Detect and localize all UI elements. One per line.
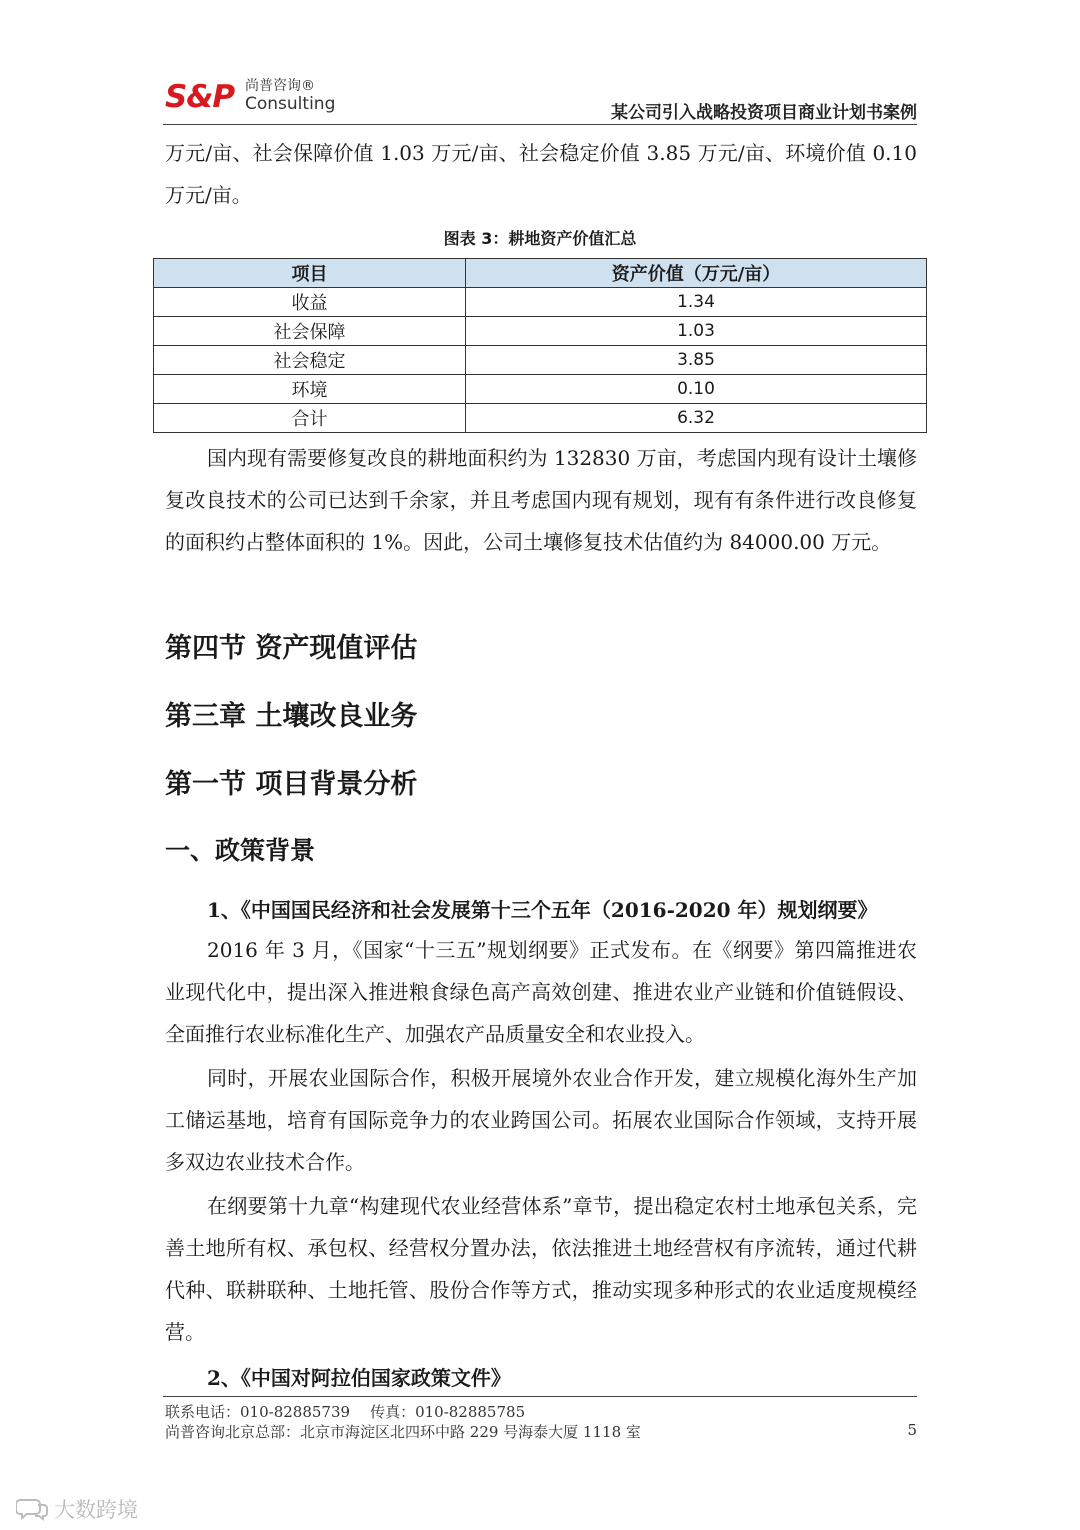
paragraph-chapter-19: 在纲要第十九章“构建现代农业经营体系”章节，提出稳定农村土地承包关系，完善土地所有权、承包权、经营权分置办法，依法推进土地经营权有序流转，通过代耕代种、联耕联种、土地托管、股份合作等方式，推动实现多种形式的农业适度规模经营。: [165, 1194, 917, 1344]
footer-contact: [165, 1401, 545, 1422]
table-header-item: 项目: [154, 259, 466, 288]
table-cell-item: 环境: [154, 375, 466, 404]
chat-bubble-icon: [16, 1496, 50, 1522]
chapter-3-heading: 第三章 土壤改良业务: [165, 701, 418, 732]
footer-address: 尚普咨询北京总部：北京市海淀区北四环中路 229 号海泰大厦 1118 室: [165, 1423, 641, 1441]
logo-chinese-name: 尚普咨询®: [245, 78, 315, 94]
asset-value-table: [153, 258, 927, 433]
table-cell-item: 收益: [154, 288, 466, 317]
logo-english-name: Consulting: [245, 94, 336, 114]
header-divider: [163, 124, 917, 125]
table-row: [154, 404, 927, 433]
footer-phone: 联系电话：010-82885739: [165, 1403, 351, 1421]
footer-fax: 传真：010-82885785: [370, 1403, 526, 1421]
section-4-heading: 第四节 资产现值评估: [165, 633, 418, 664]
paragraph-international-cooperation: 同时，开展农业国际合作，积极开展境外农业合作开发，建立规模化海外生产加工储运基地，培育有国际竞争力的农业跨国公司。拓展农业国际合作领域，支持开展多双边农业技术合作。: [165, 1066, 917, 1174]
table-header-value: 资产价值（万元/亩）: [466, 259, 927, 288]
table-row: [154, 317, 927, 346]
watermark-text: 大数跨境: [54, 1498, 138, 1522]
page-number: 5: [907, 1421, 917, 1439]
table-row: [154, 288, 927, 317]
item-2-heading: 2、《中国对阿拉伯国家政策文件》: [207, 1366, 511, 1390]
table-row: [154, 375, 927, 404]
intro-paragraph: 万元/亩、社会保障价值 1.03 万元/亩、社会稳定价值 3.85 万元/亩、环境价值 0.10 万元/亩。: [165, 141, 917, 207]
company-logo: [165, 78, 335, 118]
policy-background-heading: 一、政策背景: [165, 836, 316, 865]
table-cell-value: 1.03: [466, 317, 927, 346]
table-cell-value: 0.10: [466, 375, 927, 404]
table-header-row: [154, 259, 927, 288]
table-cell-item: 社会稳定: [154, 346, 466, 375]
document-title: 某公司引入战略投资项目商业计划书案例: [611, 103, 917, 123]
logo-mark: S&P: [165, 79, 235, 115]
paragraph-outline-release: 2016 年 3 月，《国家“十三五”规划纲要》正式发布。在《纲要》第四篇推进农业现代化中，提出深入推进粮食绿色高产高效创建、推进农业产业链和价值链假设、全面推行农业标准化生产、加强农产品质量安全和农业投入。: [165, 938, 917, 1046]
table-caption: 图表 3：耕地资产价值汇总: [443, 229, 637, 248]
table-cell-item: 社会保障: [154, 317, 466, 346]
item-1-heading: 1、《中国国民经济和社会发展第十三个五年（2016-2020 年）规划纲要》: [207, 898, 878, 922]
table-cell-item: 合计: [154, 404, 466, 433]
watermark: [16, 1494, 138, 1524]
table-cell-value: 6.32: [466, 404, 927, 433]
table-cell-value: 3.85: [466, 346, 927, 375]
table-cell-value: 1.34: [466, 288, 927, 317]
section-1-heading: 第一节 项目背景分析: [165, 769, 418, 800]
table-row: [154, 346, 927, 375]
footer-divider: [163, 1396, 917, 1397]
repair-paragraph: 国内现有需要修复改良的耕地面积约为 132830 万亩，考虑国内现有设计土壤修复改良技术的公司已达到千余家，并且考虑国内现有规划，现有有条件进行改良修复的面积约占整体面积的 1%。因此，公司土壤修复技术估值约为 84000.00 万元。: [165, 446, 917, 554]
